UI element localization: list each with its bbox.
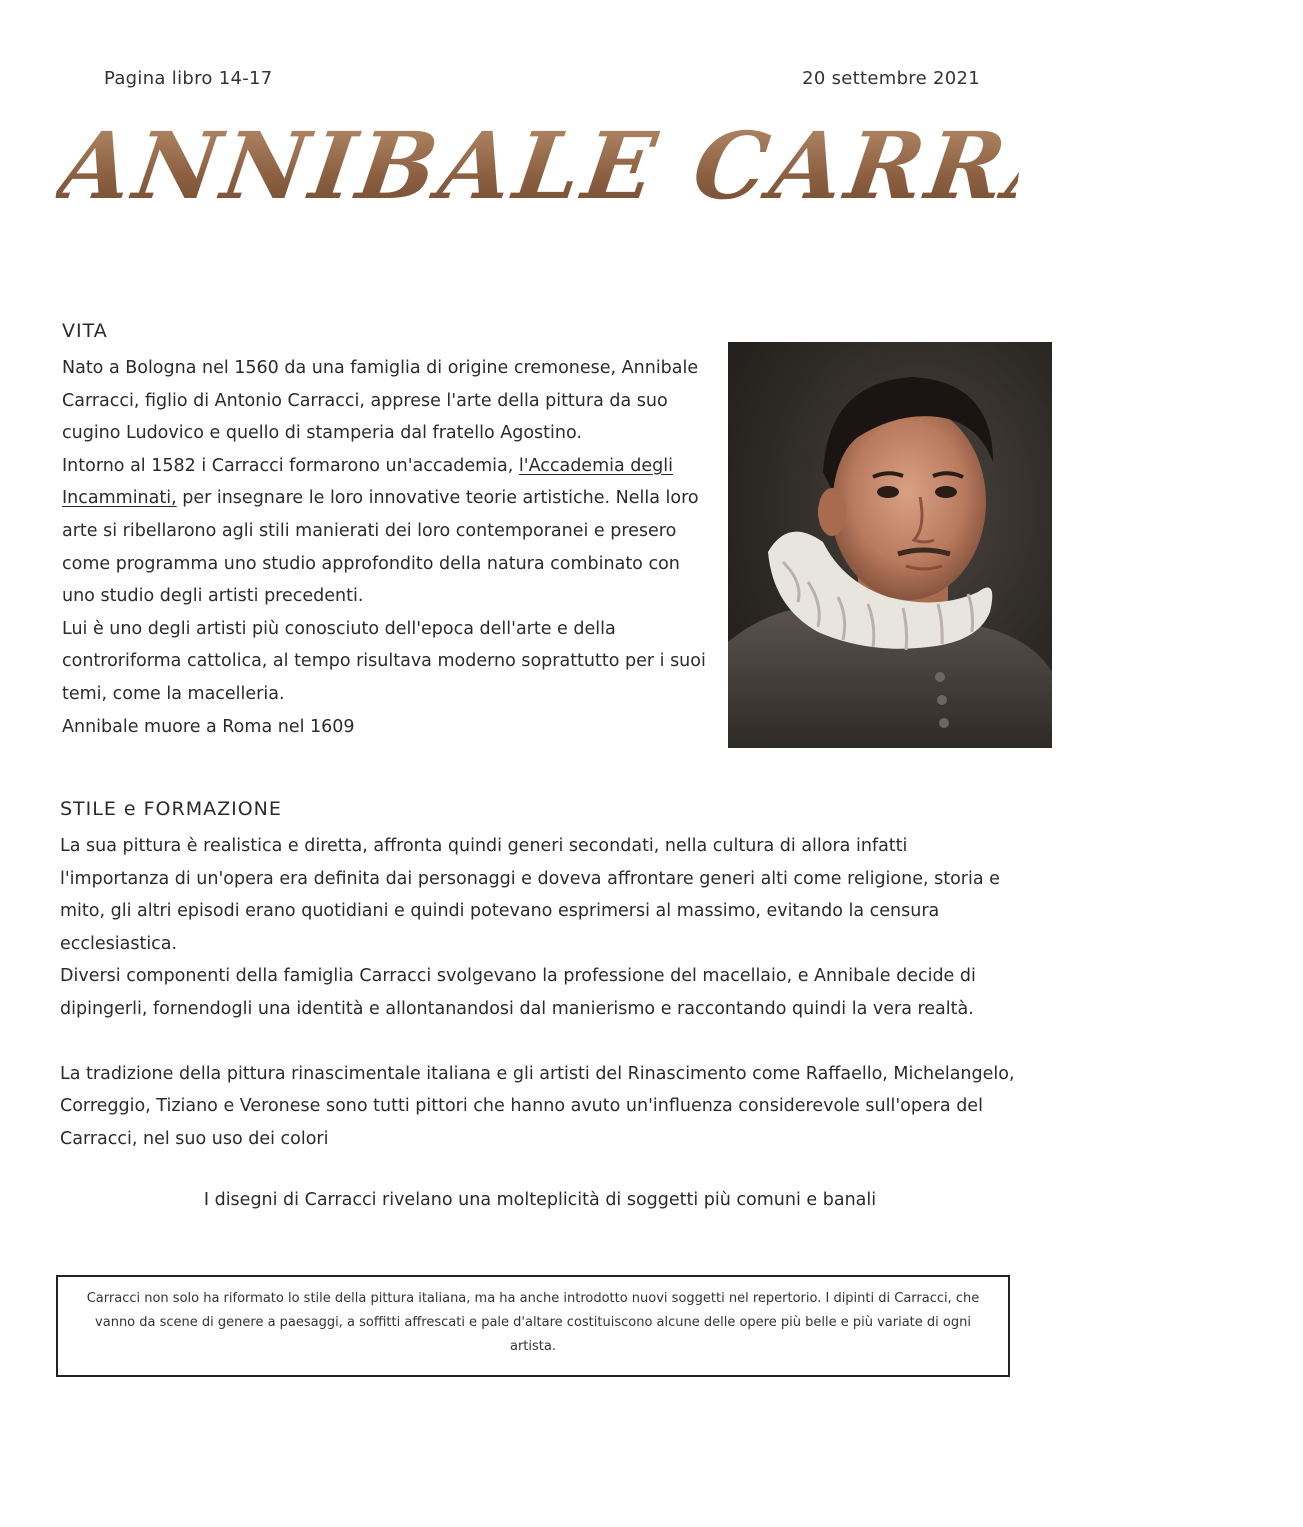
portrait-image [728, 342, 1052, 748]
accademia-incamminati-underlined: l'Accademia degli Incamminati, [62, 455, 673, 509]
vita-paragraph-academy [62, 450, 712, 613]
vita-text [62, 352, 712, 743]
vita-heading: VITA [62, 320, 108, 342]
vita-paragraph-fame: Lui è uno degli artisti più conosciuto dell'epoca dell'arte e della controriforma cattolica, al tempo risultava moderno soprattutto per i suoi temi, come la macelleria. [62, 618, 706, 704]
page-reference: Pagina libro 14-17 [104, 68, 273, 89]
vita-paragraph-birth: Nato a Bologna nel 1560 da una famiglia di origine cremonese, Annibale Carracci, figlio di Antonio Carracci, apprese l'arte della pittura da suo cugino Ludovico e quello di stamperia dal fratello Agostino. [62, 358, 699, 444]
vita-academy-intro: Intorno al 1582 i Carracci formarono un'accademia, [62, 455, 519, 476]
stile-paragraph-realism: La sua pittura è realistica e diretta, affronta quindi generi secondati, nella cultura di allora infatti l'importanza di un'opera era definita dai personaggi e doveva affrontare generi alti come religione, storia e mito, gli altri episodi erano quotidiani e quindi potevano esprimersi al massimo, evitando la censura ecclesiastica. [60, 836, 1000, 954]
drawings-statement: I disegni di Carracci rivelano una molteplicità di soggetti più comuni e banali [203, 1190, 877, 1210]
summary-box: Carracci non solo ha riformato lo stile della pittura italiana, ma ha anche introdotto nuovi soggetti nel repertorio. I dipinti di Carracci, che vanno da scene di genere a paesaggi, a soffitti affrescati e pale d'altare costituiscono alcune delle opere più belle e più variate di ogni artista. [56, 1275, 1010, 1377]
date-label: 20 settembre 2021 [802, 68, 980, 89]
stile-paragraph-butchers: Diversi componenti della famiglia Carracci svolgevano la professione del macellaio, e Annibale decide di dipingerli, fornendogli una identità e allontanandosi dal manierismo e raccontando quindi la vera realtà. [60, 966, 976, 1019]
vita-paragraph-death: Annibale muore a Roma nel 1609 [62, 716, 355, 737]
stile-paragraph-influences: La tradizione della pittura rinascimentale italiana e gli artisti del Rinascimento come Raffaello, Michelangelo, Correggio, Tiziano e Veronese sono tutti pittori che hanno avuto un'influenza considerevole sull'opera del Carracci, nel suo uso dei colori [60, 1063, 1015, 1149]
stile-heading: STILE e FORMAZIONE [60, 798, 282, 820]
vita-academy-rest: per insegnare le loro innovative teorie artistiche. Nella loro arte si ribellarono agli stili manierati dei loro contemporanei e presero come programma uno studio approfondito della natura combinato con uno studio degli artisti precedenti. [62, 488, 699, 607]
page-title: ANNIBALE CARRAGGI [52, 112, 1303, 220]
stile-text [60, 830, 1020, 1155]
